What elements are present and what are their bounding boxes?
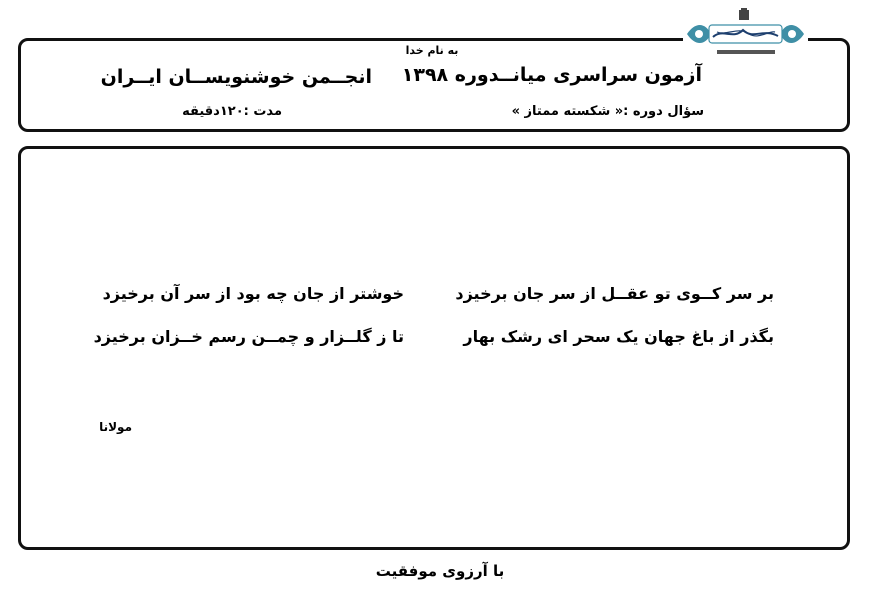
exam-duration: مدت :۱۲۰دقیقه (182, 104, 282, 119)
poem-line-2-left: تا ز گلــزار و چمــن رسم خــزان برخیزد (93, 327, 404, 346)
poem-line-2-right: بگذر از باغ جهان یک سحر ای رشک بهار (463, 327, 774, 346)
content-frame (18, 146, 850, 550)
poem-line-1-right: بر سر کــوی تو عقــل از سر جان برخیزد (455, 284, 774, 303)
poet-name: مولانا (99, 420, 132, 434)
poem-line-1-left: خوشتر از جان چه بود از سر آن برخیزد (102, 284, 404, 303)
organization-title: انجــمن خوشنویســان ایــران (100, 66, 372, 88)
anjoman-logo-icon (683, 6, 808, 60)
good-luck-message: با آرزوی موفقیت (375, 562, 505, 580)
question-period: سؤال دوره :« شکسته ممتاز » (511, 104, 704, 119)
basmala: به نام خدا (405, 44, 459, 57)
exam-title: آزمون سراسری میانــدوره ۱۳۹۸ (401, 64, 702, 86)
